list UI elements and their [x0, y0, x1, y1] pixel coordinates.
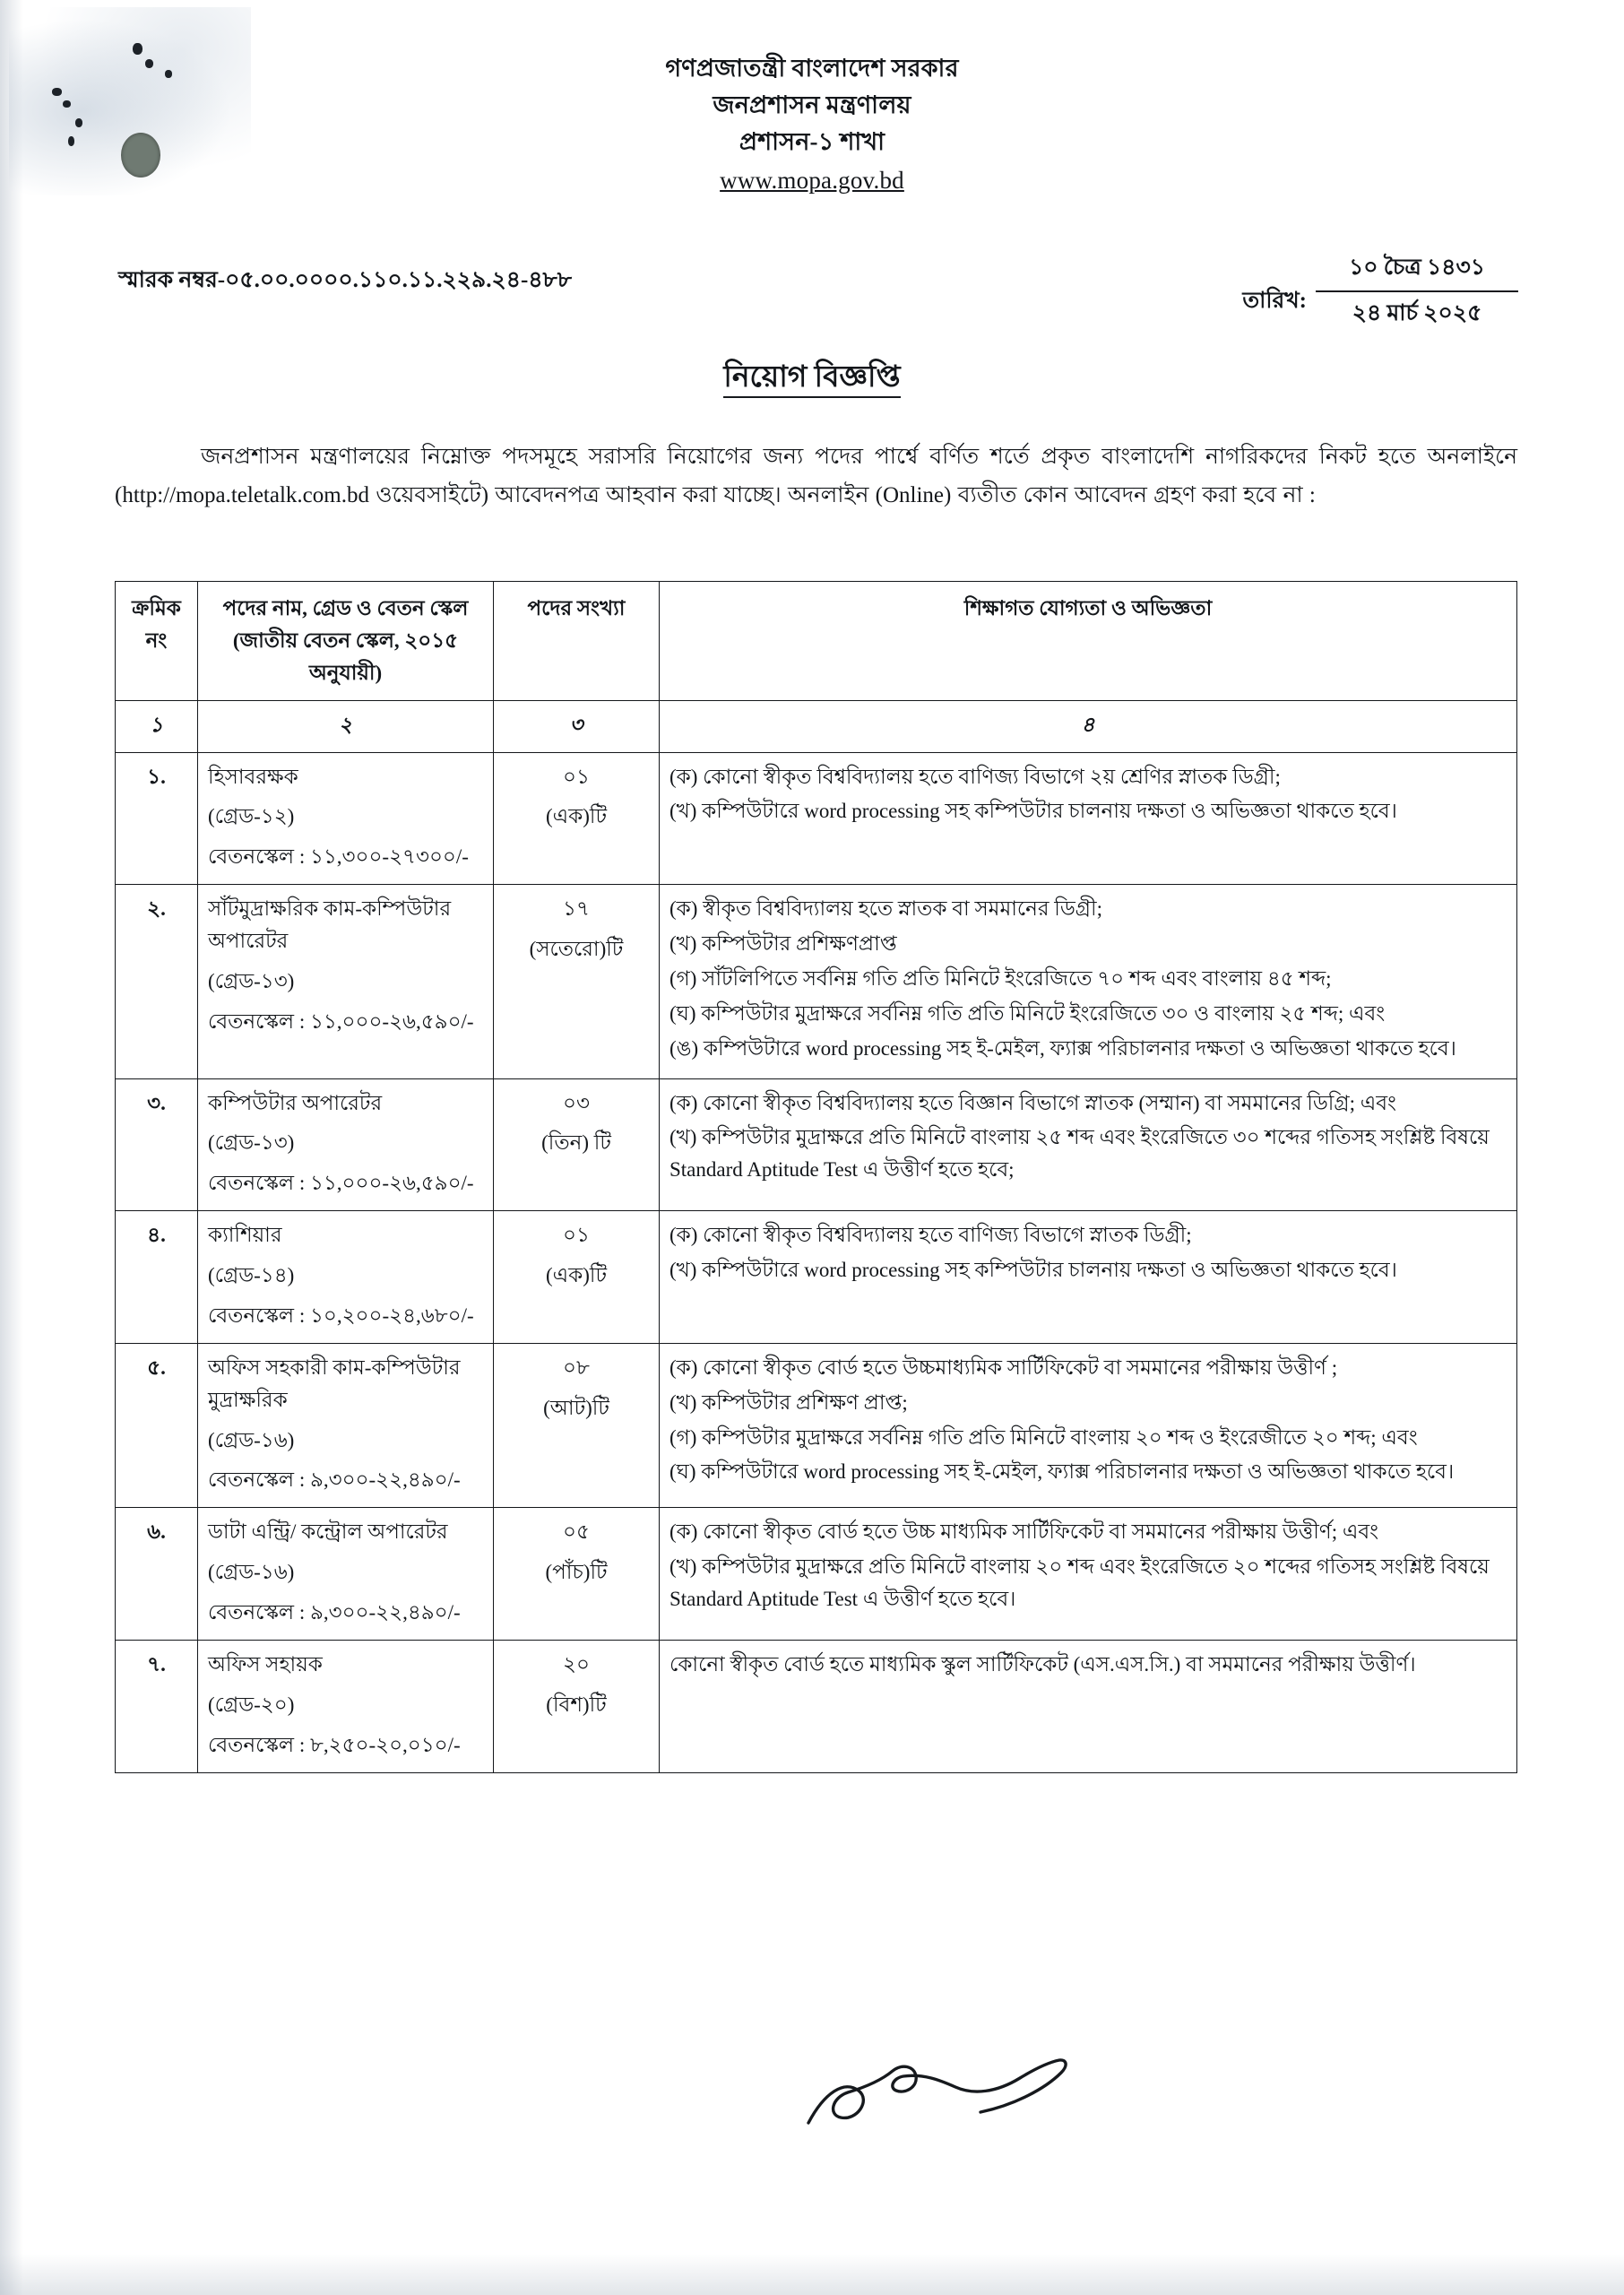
column-number-1: ১	[116, 700, 198, 752]
date-bengali-calendar: ১০ চৈত্র ১৪৩১	[1316, 249, 1518, 292]
table-row	[116, 1508, 1517, 1641]
vacancy-words: (তিন) টি	[541, 1131, 611, 1155]
qualification-item: (ক) কোনো স্বীকৃত বোর্ড হতে উচ্চ মাধ্যমিক সার্টিফিকেট বা সমমানের পরীক্ষায় উত্তীর্ণ; এবং	[669, 1520, 1379, 1544]
cell-post-details	[198, 1078, 494, 1211]
table-row	[116, 1343, 1517, 1508]
scan-edge-shadow	[0, 0, 23, 2295]
cell-post-details	[198, 1211, 494, 1344]
cell-vacancy-count	[494, 1078, 660, 1211]
vacancy-number: ০৩	[563, 1091, 590, 1114]
cell-post-details	[198, 1508, 494, 1641]
cell-vacancy-count	[494, 1343, 660, 1508]
post-name: সাঁটমুদ্রাক্ষরিক কাম-কম্পিউটার অপারেটর	[208, 897, 452, 952]
header-qualification-experience: শিক্ষাগত যোগ্যতা ও অভিজ্ঞতা	[660, 582, 1517, 701]
date-label: তারিখ:	[1242, 288, 1307, 313]
table-header-row	[116, 582, 1517, 701]
cell-qualifications	[660, 1078, 1517, 1211]
qualification-item: (ঙ) কম্পিউটারে word processing সহ ই-মেইল, ফ্যাক্স পরিচালনার দক্ষতা ও অভিজ্ঞতা থাকতে হবে।	[669, 1036, 1456, 1060]
cell-qualifications	[660, 1640, 1517, 1772]
post-grade: (গ্রেড-১৬)	[208, 1561, 295, 1584]
cell-qualifications	[660, 1211, 1517, 1344]
header-post-name-grade-payscale: পদের নাম, গ্রেড ও বেতন স্কেল (জাতীয় বেতন স্কেল, ২০১৫ অনুযায়ী)	[198, 582, 494, 701]
vacancy-table-wrapper	[115, 581, 1517, 1773]
column-number-4: ৪	[660, 700, 1517, 752]
vacancy-words: (বিশ)টি	[546, 1693, 607, 1716]
qualification-item: (ক) কোনো স্বীকৃত বোর্ড হতে উচ্চমাধ্যমিক সার্টিফিকেট বা সমমানের পরীক্ষায় উত্তীর্ণ ;	[669, 1355, 1338, 1379]
date-gregorian-calendar: ২৪ মার্চ ২০২৫	[1352, 301, 1482, 325]
cell-vacancy-count	[494, 1211, 660, 1344]
vacancy-table-body	[116, 752, 1517, 1772]
cell-vacancy-count	[494, 1640, 660, 1772]
handwritten-signature	[789, 2053, 1084, 2161]
qualification-item: (ক) কোনো স্বীকৃত বিশ্ববিদ্যালয় হতে বাণিজ্য বিভাগে ২য় শ্রেণির স্নাতক ডিগ্রী;	[669, 765, 1281, 788]
letterhead-ministry-line: জনপ্রশাসন মন্ত্রণালয়	[713, 91, 911, 119]
cell-qualifications	[660, 1343, 1517, 1508]
cell-vacancy-count	[494, 752, 660, 885]
qualification-item: (খ) কম্পিউটার প্রশিক্ষণপ্রাপ্ত	[669, 932, 897, 955]
cell-serial: ৩.	[116, 1078, 198, 1211]
post-grade: (গ্রেড-২০)	[208, 1693, 295, 1716]
post-name: হিসাবরক্ষক	[208, 765, 298, 788]
cell-serial: ১.	[116, 752, 198, 885]
column-number-3: ৩	[494, 700, 660, 752]
date-stack	[1316, 249, 1518, 333]
letterhead-website-link[interactable]: www.mopa.gov.bd	[720, 167, 904, 195]
vacancy-words: (এক)টি	[545, 1264, 608, 1286]
vacancy-words: (আট)টি	[543, 1396, 609, 1419]
letterhead	[0, 50, 1624, 199]
cell-vacancy-count	[494, 885, 660, 1078]
page-title-text: নিয়োগ বিজ্ঞপ্তি	[723, 361, 900, 398]
post-name: ডাটা এন্ট্রি/ কন্ট্রোল অপারেটর	[208, 1520, 448, 1544]
cell-serial: ৬.	[116, 1508, 198, 1641]
table-row	[116, 1640, 1517, 1772]
table-row	[116, 1211, 1517, 1344]
intro-paragraph: জনপ্রশাসন মন্ত্রণালয়ের নিম্নোক্ত পদসমূহে সরাসরি নিয়োগের জন্য পদের পার্শ্বে বর্ণিত শর্তে প্রকৃত বাংলাদেশি নাগরিকদের নিকট হতে অনলাইনে (http://mopa.teletalk.com.bd ওয়েবসাইটে) আবেদনপত্র আহবান করা যাচ্ছে। অনলাইন (Online) ব্যতীত কোন আবেদন গ্রহণ করা হবে না :	[115, 445, 1517, 507]
post-name: অফিস সহকারী কাম-কম্পিউটার মুদ্রাক্ষরিক	[208, 1355, 461, 1411]
memo-number: স্মারক নম্বর-০৫.০০.০০০০.১১০.১১.২২৯.২৪-৪৮৮	[118, 268, 572, 292]
qualification-item: (ঘ) কম্পিউটার মুদ্রাক্ষরে সর্বনিম্ন গতি প্রতি মিনিটে ইংরেজিতে ৩০ ও বাংলায় ২৫ শব্দ; এবং	[669, 1001, 1386, 1025]
table-row	[116, 885, 1517, 1078]
vacancy-number: ০১	[563, 1224, 590, 1247]
qualification-item: (খ) কম্পিউটার প্রশিক্ষণ প্রাপ্ত;	[669, 1390, 908, 1414]
post-grade: (গ্রেড-১৩)	[208, 969, 295, 992]
page-title	[0, 353, 1624, 403]
post-pay-scale: বেতনস্কেল : ১০,২০০-২৪,৬৮০/-	[208, 1303, 474, 1327]
qualification-item: (খ) কম্পিউটারে word processing সহ কম্পিউটার চালনায় দক্ষতা ও অভিজ্ঞতা থাকতে হবে।	[669, 800, 1397, 823]
post-pay-scale: বেতনস্কেল : ১১,০০০-২৬,৫৯০/-	[208, 1172, 474, 1195]
cell-serial: ৫.	[116, 1343, 198, 1508]
vacancy-table	[115, 581, 1517, 1773]
qualification-item: (খ) কম্পিউটার মুদ্রাক্ষরে প্রতি মিনিটে বাংলায় ২০ শব্দ এবং ইংরেজিতে ২০ শব্দের গতিসহ সংশ্লিষ্ট বিষয়ে Standard Aptitude Test এ উত্তীর্ণ হতে হবে।	[669, 1555, 1490, 1610]
qualification-item: কোনো স্বীকৃত বোর্ড হতে মাধ্যমিক স্কুল সার্টিফিকেট (এস.এস.সি.) বা সমমানের পরীক্ষায় উত্তীর্ণ।	[669, 1652, 1416, 1676]
table-row	[116, 752, 1517, 885]
post-grade: (গ্রেড-১৬)	[208, 1428, 295, 1451]
cell-qualifications	[660, 752, 1517, 885]
post-pay-scale: বেতনস্কেল : ৮,২৫০-২০,০১০/-	[208, 1733, 461, 1756]
header-serial: ক্রমিক নং	[116, 582, 198, 701]
post-pay-scale: বেতনস্কেল : ১১,০০০-২৬,৫৯০/-	[208, 1009, 474, 1033]
date-block	[1242, 249, 1518, 333]
qualification-item: (গ) কম্পিউটার মুদ্রাক্ষরে সর্বনিম্ন গতি প্রতি মিনিটে বাংলায় ২০ শব্দ ও ইংরেজীতে ২০ শব্দ; এবং	[669, 1425, 1418, 1449]
cell-post-details	[198, 1640, 494, 1772]
vacancy-words: (পাঁচ)টি	[545, 1561, 608, 1584]
cell-post-details	[198, 752, 494, 885]
post-pay-scale: বেতনস্কেল : ১১,৩০০-২৭৩০০/-	[208, 845, 469, 869]
letterhead-branch-line: প্রশাসন-১ শাখা	[739, 128, 885, 156]
cell-serial: ৪.	[116, 1211, 198, 1344]
cell-qualifications	[660, 1508, 1517, 1641]
vacancy-number: ১৭	[563, 897, 590, 921]
vacancy-number: ০৮	[563, 1355, 590, 1379]
qualification-item: (খ) কম্পিউটার মুদ্রাক্ষরে প্রতি মিনিটে বাংলায় ২৫ শব্দ এবং ইংরেজিতে ৩০ শব্দের গতিসহ সংশ্লিষ্ট বিষয়ে Standard Aptitude Test এ উত্তীর্ণ হতে হবে;	[669, 1126, 1490, 1182]
post-name: ক্যাশিয়ার	[208, 1224, 282, 1247]
vacancy-words: (সতেরো)টি	[529, 938, 624, 960]
vacancy-number: ০১	[563, 765, 590, 788]
post-pay-scale: বেতনস্কেল : ৯,৩০০-২২,৪৯০/-	[208, 1468, 461, 1492]
qualification-item: (ক) স্বীকৃত বিশ্ববিদ্যালয় হতে স্নাতক বা সমমানের ডিগ্রী;	[669, 897, 1102, 921]
cell-vacancy-count	[494, 1508, 660, 1641]
cell-serial: ৭.	[116, 1640, 198, 1772]
qualification-item: (খ) কম্পিউটারে word processing সহ কম্পিউটার চালনায় দক্ষতা ও অভিজ্ঞতা থাকতে হবে।	[669, 1259, 1397, 1281]
vacancy-words: (এক)টি	[545, 805, 608, 828]
column-number-2: ২	[198, 700, 494, 752]
scan-bottom-shadow	[0, 2254, 1624, 2295]
qualification-item: (ক) কোনো স্বীকৃত বিশ্ববিদ্যালয় হতে বাণিজ্য বিভাগে স্নাতক ডিগ্রী;	[669, 1224, 1192, 1247]
post-pay-scale: বেতনস্কেল : ৯,৩০০-২২,৪৯০/-	[208, 1601, 461, 1624]
cell-qualifications	[660, 885, 1517, 1078]
cell-post-details	[198, 885, 494, 1078]
table-row	[116, 1078, 1517, 1211]
qualification-item: (ক) কোনো স্বীকৃত বিশ্ববিদ্যালয় হতে বিজ্ঞান বিভাগে স্নাতক (সম্মান) বা সমমানের ডিগ্রি; এবং	[669, 1091, 1396, 1114]
post-name: কম্পিউটার অপারেটর	[208, 1091, 383, 1114]
vacancy-number: ০৫	[563, 1520, 590, 1544]
post-grade: (গ্রেড-১২)	[208, 805, 295, 828]
qualification-item: (গ) সাঁটলিপিতে সর্বনিম্ন গতি প্রতি মিনিটে ইংরেজিতে ৭০ শব্দ এবং বাংলায় ৪৫ শব্দ;	[669, 966, 1332, 990]
cell-serial: ২.	[116, 885, 198, 1078]
vacancy-number: ২০	[563, 1652, 590, 1676]
column-number-row	[116, 700, 1517, 752]
cell-post-details	[198, 1343, 494, 1508]
post-grade: (গ্রেড-১৪)	[208, 1264, 295, 1286]
post-grade: (গ্রেড-১৩)	[208, 1131, 295, 1155]
letterhead-government-line: গণপ্রজাতন্ত্রী বাংলাদেশ সরকার	[665, 55, 959, 82]
qualification-item: (ঘ) কম্পিউটারে word processing সহ ই-মেইল, ফ্যাক্স পরিচালনার দক্ষতা ও অভিজ্ঞতা থাকতে হবে।	[669, 1460, 1455, 1484]
post-name: অফিস সহায়ক	[208, 1652, 323, 1676]
header-vacancy-count: পদের সংখ্যা	[494, 582, 660, 701]
